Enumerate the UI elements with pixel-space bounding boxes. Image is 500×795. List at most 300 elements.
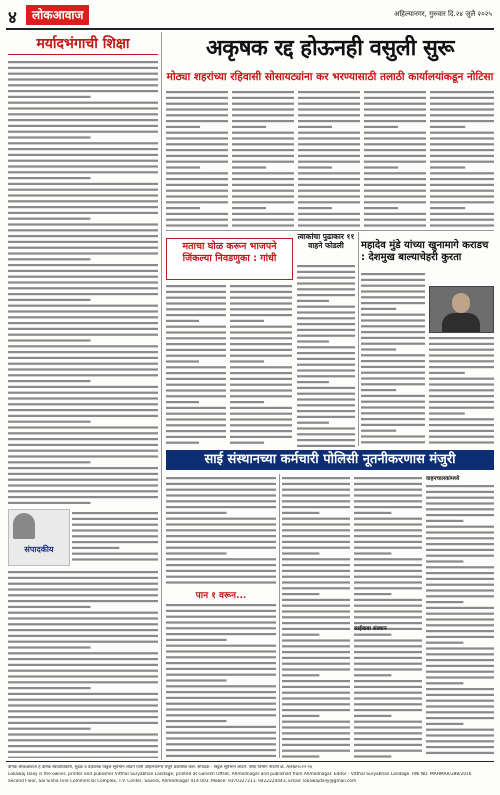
text-line bbox=[429, 430, 494, 432]
text-line bbox=[8, 403, 158, 405]
text-line bbox=[364, 132, 426, 134]
text-line bbox=[230, 285, 292, 287]
text-line bbox=[232, 91, 294, 93]
text-line bbox=[298, 190, 360, 192]
text-line bbox=[297, 416, 355, 418]
text-line bbox=[282, 686, 350, 688]
text-line bbox=[8, 229, 158, 231]
text-line bbox=[354, 489, 422, 491]
text-line bbox=[232, 219, 294, 221]
text-line bbox=[364, 126, 398, 128]
text-line bbox=[361, 343, 425, 345]
text-line bbox=[166, 190, 228, 192]
text-line bbox=[298, 120, 360, 122]
text-lines bbox=[430, 88, 494, 228]
text-line bbox=[166, 219, 228, 221]
text-line bbox=[430, 213, 494, 215]
text-line bbox=[364, 143, 426, 145]
text-line bbox=[230, 331, 292, 333]
text-line bbox=[364, 178, 426, 180]
text-lines bbox=[166, 88, 228, 228]
text-line bbox=[166, 581, 276, 583]
text-line bbox=[426, 578, 494, 580]
text-line bbox=[8, 183, 158, 185]
text-line bbox=[166, 430, 226, 432]
text-line bbox=[8, 218, 91, 220]
text-line bbox=[166, 529, 276, 531]
vandalism-headline: त्वाकांचा पुढाकार ११ वाहने फोडली bbox=[297, 232, 355, 250]
text-line bbox=[297, 265, 355, 267]
text-line bbox=[430, 126, 465, 128]
text-line bbox=[430, 143, 494, 145]
text-line bbox=[230, 314, 292, 316]
text-line bbox=[166, 331, 226, 333]
text-line bbox=[8, 438, 158, 440]
sai-sansthan-headline: साई संस्थानच्या कर्मचारी पोलिसी नूतनीकरणास मंजुरी bbox=[166, 450, 494, 470]
text-lines bbox=[429, 334, 494, 446]
text-line bbox=[8, 374, 158, 376]
text-line bbox=[8, 577, 158, 579]
text-line bbox=[426, 723, 463, 725]
text-line bbox=[8, 664, 158, 666]
text-line bbox=[8, 299, 91, 301]
text-line bbox=[8, 305, 158, 307]
text-line bbox=[166, 337, 226, 339]
text-line bbox=[297, 433, 355, 435]
text-line bbox=[8, 270, 158, 272]
text-line bbox=[8, 635, 158, 637]
text-line bbox=[430, 149, 494, 151]
text-line bbox=[361, 302, 425, 304]
text-line bbox=[8, 415, 158, 417]
text-line bbox=[364, 161, 426, 163]
text-line bbox=[166, 161, 228, 163]
text-line bbox=[230, 424, 292, 426]
text-line bbox=[361, 337, 425, 339]
text-line bbox=[232, 166, 266, 168]
text-line bbox=[430, 91, 494, 93]
text-line bbox=[282, 750, 350, 752]
text-line bbox=[232, 108, 294, 110]
text-line bbox=[166, 97, 228, 99]
text-line bbox=[232, 114, 294, 116]
person-photo bbox=[429, 286, 494, 333]
text-line bbox=[8, 113, 158, 115]
text-line bbox=[232, 207, 266, 209]
text-line bbox=[230, 302, 292, 304]
text-line bbox=[232, 97, 294, 99]
text-line bbox=[8, 386, 158, 388]
text-line bbox=[166, 489, 276, 491]
text-line bbox=[232, 195, 294, 197]
text-line bbox=[429, 343, 494, 345]
text-line bbox=[8, 200, 158, 202]
text-line bbox=[282, 547, 350, 549]
text-line bbox=[426, 613, 494, 615]
text-line bbox=[354, 750, 422, 752]
text-line bbox=[166, 523, 276, 525]
text-line bbox=[361, 406, 425, 408]
text-line bbox=[298, 195, 360, 197]
text-line bbox=[282, 755, 319, 757]
text-line bbox=[297, 427, 355, 429]
text-line bbox=[166, 401, 199, 403]
masthead-logo: लोकआवाज bbox=[26, 5, 89, 25]
text-line bbox=[166, 535, 276, 537]
text-line bbox=[166, 407, 226, 409]
text-line bbox=[354, 570, 422, 572]
text-line bbox=[8, 629, 158, 631]
text-line bbox=[297, 364, 355, 366]
text-line bbox=[282, 477, 350, 479]
text-line bbox=[166, 137, 228, 139]
author-name: संपादकीय bbox=[24, 545, 54, 554]
text-line bbox=[166, 564, 276, 566]
text-line bbox=[361, 279, 425, 281]
text-line bbox=[230, 326, 292, 328]
text-line bbox=[166, 343, 226, 345]
text-lines bbox=[8, 568, 158, 758]
editorial-body bbox=[8, 58, 158, 506]
text-lines bbox=[426, 482, 494, 758]
text-line bbox=[8, 652, 158, 654]
text-line bbox=[426, 526, 494, 528]
text-line bbox=[166, 213, 228, 215]
text-line bbox=[166, 610, 276, 612]
sai-body-col1 bbox=[166, 474, 276, 584]
text-line bbox=[354, 518, 422, 520]
text-line bbox=[232, 172, 294, 174]
text-line bbox=[354, 721, 422, 723]
text-line bbox=[8, 571, 158, 573]
text-line bbox=[297, 300, 329, 302]
text-line bbox=[429, 349, 494, 351]
text-line bbox=[430, 224, 494, 226]
text-line bbox=[426, 572, 494, 574]
text-line bbox=[8, 479, 158, 481]
text-line bbox=[166, 120, 228, 122]
text-line bbox=[72, 512, 158, 514]
text-line bbox=[232, 149, 294, 151]
text-line bbox=[364, 207, 398, 209]
text-line bbox=[232, 213, 294, 215]
text-line bbox=[230, 349, 292, 351]
text-line bbox=[282, 668, 350, 670]
text-line bbox=[361, 319, 425, 321]
text-line bbox=[354, 593, 391, 595]
text-line bbox=[282, 541, 350, 543]
editorial-title-rule bbox=[8, 54, 158, 55]
text-line bbox=[72, 524, 158, 526]
text-line bbox=[282, 570, 350, 572]
text-line bbox=[426, 700, 494, 702]
text-line bbox=[230, 378, 292, 380]
text-line bbox=[230, 291, 292, 293]
text-line bbox=[8, 623, 158, 625]
text-line bbox=[8, 107, 158, 109]
text-line bbox=[8, 78, 158, 80]
text-lines bbox=[166, 601, 276, 758]
text-line bbox=[430, 184, 494, 186]
text-line bbox=[166, 576, 276, 578]
text-line bbox=[364, 103, 426, 105]
text-line bbox=[166, 668, 276, 670]
text-line bbox=[361, 348, 396, 350]
text-line bbox=[230, 372, 292, 374]
text-line bbox=[166, 108, 228, 110]
text-line bbox=[282, 697, 350, 699]
text-line bbox=[282, 645, 350, 647]
text-line bbox=[297, 387, 355, 389]
text-line bbox=[8, 490, 158, 492]
text-line bbox=[426, 671, 494, 673]
text-line bbox=[429, 424, 494, 426]
text-line bbox=[230, 320, 264, 322]
text-line bbox=[429, 337, 494, 339]
text-line bbox=[282, 616, 350, 618]
text-line bbox=[426, 537, 494, 539]
text-line bbox=[8, 432, 158, 434]
text-line bbox=[8, 484, 158, 486]
lead-body-col5 bbox=[430, 88, 494, 228]
text-line bbox=[282, 500, 350, 502]
text-line bbox=[8, 409, 158, 411]
text-line bbox=[426, 520, 463, 522]
text-line bbox=[8, 670, 158, 672]
text-line bbox=[166, 326, 226, 328]
text-line bbox=[426, 740, 494, 742]
text-line bbox=[8, 241, 158, 243]
text-line bbox=[430, 120, 494, 122]
text-line bbox=[232, 224, 294, 226]
text-line bbox=[297, 398, 355, 400]
text-line bbox=[426, 601, 463, 603]
text-line bbox=[429, 389, 494, 391]
text-line bbox=[230, 384, 292, 386]
text-line bbox=[297, 340, 329, 342]
text-line bbox=[8, 90, 158, 92]
text-line bbox=[8, 426, 158, 428]
text-line bbox=[298, 149, 360, 151]
text-line bbox=[354, 523, 422, 525]
text-line bbox=[298, 172, 360, 174]
text-line bbox=[8, 606, 91, 608]
text-line bbox=[354, 697, 422, 699]
text-line bbox=[297, 369, 355, 371]
text-line bbox=[297, 375, 355, 377]
text-line bbox=[8, 154, 158, 156]
text-line bbox=[166, 650, 276, 652]
text-line bbox=[230, 343, 292, 345]
text-line bbox=[430, 155, 494, 157]
text-line bbox=[232, 190, 294, 192]
text-line bbox=[298, 103, 360, 105]
text-line bbox=[429, 412, 465, 414]
text-line bbox=[166, 349, 226, 351]
text-line bbox=[282, 634, 319, 636]
imprint-line-address: Second Floor, Sai Sinha Fine Commercial Complex, T.V. Center, Savedi, Ahmednagar 414 003. Mobile: 9370327211, 9422224443, Email: lokawajdaily@gmail.com bbox=[8, 779, 357, 784]
text-line bbox=[426, 607, 494, 609]
text-line bbox=[364, 219, 426, 221]
text-line bbox=[426, 485, 494, 487]
text-line bbox=[364, 137, 426, 139]
text-line bbox=[72, 558, 158, 560]
text-line bbox=[361, 383, 425, 385]
text-line bbox=[166, 621, 276, 623]
text-line bbox=[430, 132, 494, 134]
text-line bbox=[354, 558, 422, 560]
text-line bbox=[8, 450, 158, 452]
text-line bbox=[232, 201, 294, 203]
text-line bbox=[426, 543, 494, 545]
text-line bbox=[8, 125, 158, 127]
text-line bbox=[430, 97, 494, 99]
text-line bbox=[364, 184, 426, 186]
text-line bbox=[166, 395, 226, 397]
text-line bbox=[230, 308, 292, 310]
page-number: ४ bbox=[8, 8, 17, 28]
text-line bbox=[8, 61, 158, 63]
text-line bbox=[166, 143, 228, 145]
text-line bbox=[282, 512, 319, 514]
text-line bbox=[361, 401, 425, 403]
text-line bbox=[166, 500, 276, 502]
text-line bbox=[8, 444, 158, 446]
text-line bbox=[426, 688, 494, 690]
text-line bbox=[282, 593, 319, 595]
text-line bbox=[8, 588, 158, 590]
text-line bbox=[429, 366, 494, 368]
text-line bbox=[166, 512, 227, 514]
text-line bbox=[297, 288, 355, 290]
text-line bbox=[8, 206, 158, 208]
text-line bbox=[166, 674, 276, 676]
text-line bbox=[166, 547, 276, 549]
text-line bbox=[166, 616, 276, 618]
text-line bbox=[364, 97, 426, 99]
text-line bbox=[166, 132, 228, 134]
text-line bbox=[230, 366, 292, 368]
murder-case-body-col1 bbox=[361, 270, 425, 446]
text-line bbox=[166, 114, 228, 116]
text-line bbox=[429, 418, 494, 420]
text-line bbox=[166, 389, 226, 391]
text-line bbox=[426, 676, 494, 678]
text-lines bbox=[297, 262, 355, 447]
text-line bbox=[429, 378, 494, 380]
text-line bbox=[426, 653, 494, 655]
text-line bbox=[8, 710, 158, 712]
continued-title: पान १ वरून... bbox=[195, 591, 247, 601]
text-line bbox=[361, 354, 425, 356]
text-line bbox=[166, 297, 226, 299]
text-line bbox=[354, 599, 422, 601]
politics-headline: मताचा घोळ करून भाजपने जिंकल्या निवडणुका : गांधी bbox=[182, 241, 277, 264]
text-line bbox=[282, 564, 350, 566]
text-line bbox=[8, 339, 91, 341]
text-line bbox=[8, 496, 158, 498]
text-line bbox=[430, 103, 494, 105]
text-line bbox=[426, 694, 494, 696]
text-line bbox=[361, 285, 425, 287]
text-line bbox=[297, 335, 355, 337]
text-line bbox=[8, 612, 158, 614]
text-line bbox=[8, 363, 158, 365]
text-line bbox=[298, 184, 360, 186]
text-line bbox=[8, 73, 158, 75]
murder-case-body-col2 bbox=[429, 334, 494, 446]
text-line bbox=[8, 357, 158, 359]
text-line bbox=[426, 642, 463, 644]
lead-body-col1 bbox=[166, 88, 228, 228]
text-lines bbox=[230, 282, 292, 447]
text-line bbox=[354, 587, 422, 589]
text-line bbox=[354, 535, 422, 537]
sai-body-col4 bbox=[426, 482, 494, 758]
text-line bbox=[282, 680, 350, 682]
text-line bbox=[429, 383, 494, 385]
text-line bbox=[282, 529, 350, 531]
text-line bbox=[230, 430, 292, 432]
text-line bbox=[8, 287, 158, 289]
text-line bbox=[282, 726, 350, 728]
text-line bbox=[354, 506, 422, 508]
text-line bbox=[361, 314, 425, 316]
text-line bbox=[8, 84, 158, 86]
text-line bbox=[297, 445, 355, 447]
text-line bbox=[354, 581, 422, 583]
text-line bbox=[8, 693, 158, 695]
text-line bbox=[354, 541, 422, 543]
text-line bbox=[232, 184, 294, 186]
text-line bbox=[8, 594, 158, 596]
text-line bbox=[354, 483, 422, 485]
text-line bbox=[8, 716, 158, 718]
text-line bbox=[354, 680, 422, 682]
text-line bbox=[354, 726, 422, 728]
text-line bbox=[166, 552, 227, 554]
text-line bbox=[298, 97, 360, 99]
text-line bbox=[8, 310, 158, 312]
text-line bbox=[8, 102, 158, 104]
text-line bbox=[429, 360, 494, 362]
text-line bbox=[72, 541, 158, 543]
text-line bbox=[354, 738, 422, 740]
text-line bbox=[166, 656, 276, 658]
text-line bbox=[354, 657, 422, 659]
politics-story-box bbox=[166, 238, 293, 280]
text-line bbox=[426, 508, 494, 510]
text-line bbox=[361, 360, 425, 362]
text-line bbox=[166, 195, 228, 197]
person-photo-body bbox=[442, 313, 480, 332]
text-line bbox=[364, 201, 426, 203]
text-line bbox=[8, 733, 158, 735]
text-line bbox=[282, 674, 319, 676]
text-line bbox=[166, 207, 200, 209]
text-line bbox=[354, 686, 422, 688]
text-line bbox=[361, 377, 425, 379]
text-line bbox=[166, 91, 228, 93]
text-line bbox=[426, 502, 494, 504]
text-line bbox=[282, 605, 350, 607]
text-line bbox=[166, 627, 276, 629]
text-lines bbox=[364, 88, 426, 228]
text-line bbox=[354, 732, 422, 734]
text-line bbox=[232, 126, 266, 128]
text-line bbox=[298, 155, 360, 157]
text-line bbox=[429, 436, 494, 438]
